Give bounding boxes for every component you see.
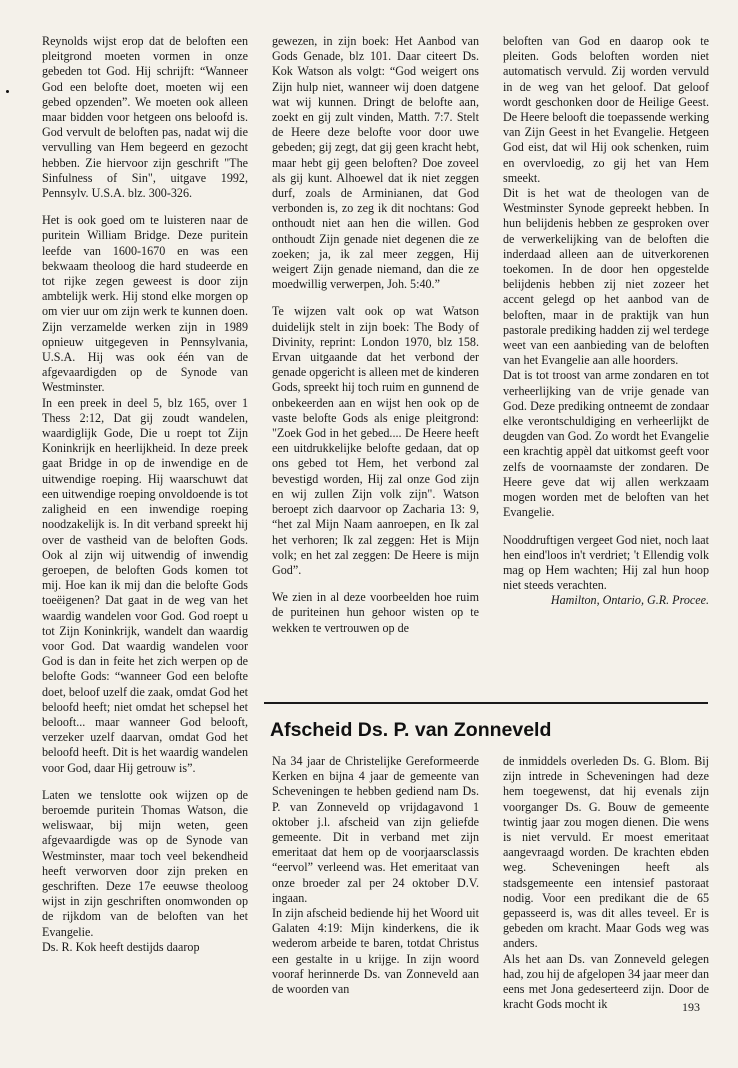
paragraph: Dit is het wat de theologen van de Westminster Synode gepreekt hebben. In hun belijdenis hebben ze gesproken over de verwerkelijking van de beloften die inderdaad alleen aan de uitverkorenen toekomen. In de door hen opgestelde belijdenis hebben zij niet zozeer het accent gelegd op het aanbod van de beloften, maar in de praktijk van hun pastorale prediking hadden zij wel terdege weet van een aanbieding van de beloften van het Evangelie aan alle hoorders. — [503, 186, 709, 368]
paragraph: gewezen, in zijn boek: Het Aanbod van Gods Genade, blz 101. Daar citeert Ds. Kok Watson als volgt: “God weigert ons Zijn hulp niet, wanneer wij doen datgene wat wij kunnen. Dringt de belofte aan, zoekt en gij zult vinden, Matth. 7:7. Stelt de Heere deze belofte voor door uwe gebeden; gij zegt, dat gij geen kracht hebt, maar hebt gij geen beloften? Doe zoveel als gij kunt. Alhoewel dat ik niet zeggen durf, zoals de Arminianen, dat God verbonden is, zo zeg ik dit nochtans: God onthoudt niet aan hen die willen. God onthoudt Zijn genade niet degenen die ze zoeken; ja, ik zal meer zeggen, Hij weigert Zijn genade niemand, dan die ze moedwillig verwerpen, Joh. 5:40.” — [272, 34, 479, 292]
column-3 — [503, 34, 709, 621]
paragraph: Te wijzen valt ook op wat Watson duidelijk stelt in zijn boek: The Body of Divinity, reprint: London 1970, blz 158. Ervan uitgaande dat het verbond der genade opgericht is alleen met de kinderen Gods, spreekt hij toch ruim en gunnend de onbekeerden aan en wijst hen ook op de vaste belofte Gods als enige pleitgrond: "Zoek God in het gebed.... De Heere heeft een uitdrukkelijke belofte gedaan, dat op ons gebed tot Hem, het verbond zal bevestigd worden, Hij zal onze God zijn en wij zullen Zijn volk zijn". Watson beroept zich daarvoor op Zacharia 13: 9, “het zal Mijn Naam aanroepen, en Ik zal het verhoren; Ik zal zeggen: Het is Mijn volk; en het zal zeggen: De Heere is mijn God”. — [272, 304, 479, 577]
author-signature: Hamilton, Ontario, G.R. Procee. — [550, 593, 709, 608]
paragraph: de inmiddels overleden Ds. G. Blom. Bij zijn intrede in Scheveningen had deze hem toegewenst, dat hij evenals zijn voorganger Ds. G. Bouw de gemeente twintig jaar zou mogen dienen. Die wens is niet vervuld. Er moest emeritaat aangevraagd worden. De krachten ebden weg. Scheveningen heeft als stadsgemeente een intensief pastoraat nodig. Voor een predikant die de 65 gepasseerd is, was dit alles teveel. Er is gebeden om kracht. Maar Gods weg was anders. — [503, 754, 709, 951]
margin-mark — [6, 90, 9, 93]
paragraph: In zijn afscheid bediende hij het Woord uit Galaten 4:19: Mijn kinderkens, die ik wederom arbeide te baren, totdat Christus een gestalte in u krijge. In zijn woord vooraf herinnerde Ds. van Zonneveld aan de woorden van — [272, 906, 479, 997]
paragraph: Het is ook goed om te luisteren naar de puritein William Bridge. Deze puritein leefde van 1600-1670 en was een bekwaam theoloog die hard studeerde en tot rijke zegen geweest is door zijn ambtelijk werk. Hij stond elke morgen op om vier uur om zijn werk te kunnen doen. Zijn verzamelde werken zijn in 1989 opnieuw uitgegeven in Pennsylvania, U.S.A. Hij was ook één van de afgevaardigden op de Synode van Westminster. — [42, 213, 248, 395]
page-number: 193 — [682, 1000, 700, 1014]
section-divider — [264, 702, 708, 704]
paragraph: Reynolds wijst erop dat de beloften een pleitgrond moeten vormen in onze gebeden tot God. Hij schrijft: “Wanneer God een belofte doet, moeten wij een gebed opzenden”. We moeten ook alleen maar bidden voor hetgeen ons beloofd is. God vervult de beloften pas, nadat wij die vervulling van Hem begeerd en gezocht hebben. Zie hiervoor zijn geschrift "The Sinfulness of Sin", uitgave 1992, Pennsylv. U.S.A. blz. 300-326. — [42, 34, 248, 201]
column-1 — [42, 34, 248, 955]
paragraph: Laten we tenslotte ook wijzen op de beroemde puritein Thomas Watson, die weliswaar, bij mijn weten, geen afgevaardigde was op de Synode van Westminster, maar toch veel bekendheid heeft verworven door zijn preken en geschriften. Deze 17e eeuwse theoloog wijst in zijn geschriften onomwonden op de rijkdom van de beloften van het Evangelie. — [42, 787, 248, 939]
paragraph: Als het aan Ds. van Zonneveld gelegen had, zou hij de afgelopen 34 jaar meer dan eens met Jona gedeserteerd zijn. Door de kracht Gods mocht ik — [503, 951, 709, 1012]
paragraph: Ds. R. Kok heeft destijds daarop — [42, 939, 200, 954]
column-2 — [272, 34, 479, 636]
paragraph: In een preek in deel 5, blz 165, over 1 Thess 2:12, Dat gij zoudt wandelen, waardiglijk Gode, Die u roept tot Zijn Koninkrijk en heerlijkheid. In deze preek gaat Bridge in op de inwendige en de uitwendige roeping. Hij waarschuwt dat een uitwendige roeping onvoldoende is tot zaligheid en een inwendige roeping noodzakelijk is. In dit verband spreekt hij over de vastheid van de beloften Gods. Ook al zijn wij uitwendig of inwendig geroepen, de beloften Gods komen tot mij. Hoe kan ik mij dan die belofte Gods toeëigenen? Dat gaat in de weg van het waardig wandelen voor God. God roept u tot Zijn Koninkrijk, wandelt dan waardig voor God. Dat waardig wandelen voor God is dan in feite het zich werpen op de belofte Gods: “wanneer God een belofte doet, beloof uzelf die zaak, omdat God het beloofd heeft; niet omdat het schepsel het belooft... maar wanneer God belooft, verzeker uzelf daarvan, omdat God het beloofd heeft. Dit is het waardig wandelen voor God, daar Hij getrouw is”. — [42, 395, 248, 775]
closing-verse: Nooddruftigen vergeet God niet, noch laat hen eind'loos in't verdriet; 't Ellendig volk mag op Hem wachten; Hij zal hun hoop niet steeds verachten. — [503, 532, 709, 593]
column-4 — [272, 754, 479, 997]
column-5 — [503, 754, 709, 1012]
paragraph: Na 34 jaar de Christelijke Gereformeerde Kerken en bijna 4 jaar de gemeente van Scheveningen te hebben gediend nam Ds. P. van Zonneveld op vrijdagavond 1 oktober j.l. afscheid van zijn geliefde gemeente. Dit in verband met zijn emeritaat dat hem op de voorjaarsclassis “eervol” verleend was. Het emeritaat van onze broeder zal per 24 oktober D.V. ingaan. — [272, 754, 479, 905]
paragraph: We zien in al deze voorbeelden hoe ruim de puriteinen hun gehoor wisten op te wekken te vertrouwen op de — [272, 590, 479, 635]
article-title: Afscheid Ds. P. van Zonneveld — [270, 719, 552, 741]
paragraph: beloften van God en daarop ook te pleiten. Gods beloften worden niet automatisch vervuld. Zij worden vervuld in de weg van het geloof. Dat geloof wordt geschonken door de Heilige Geest. De Heere belooft die toepassende werking van Zijn Geest in het Evangelie. Hetgeen God eist, dat wil Hij ook schenken, ruim en overvloedig, zo gij het van Hem smeekt. — [503, 34, 709, 185]
paragraph: Dat is tot troost van arme zondaren en tot verheerlijking van de vrije genade van God. Deze prediking ontneemt de zondaar elke verontschuldiging en verheerlijkt de deugden van God. Zo wordt het Evangelie een krachtig appèl dat uitkomst geeft voor zelfs de voornaamste der zondaren. De Heere geve dat wij allen werkzaam mogen worden met de beloften van het Evangelie. — [503, 368, 709, 520]
